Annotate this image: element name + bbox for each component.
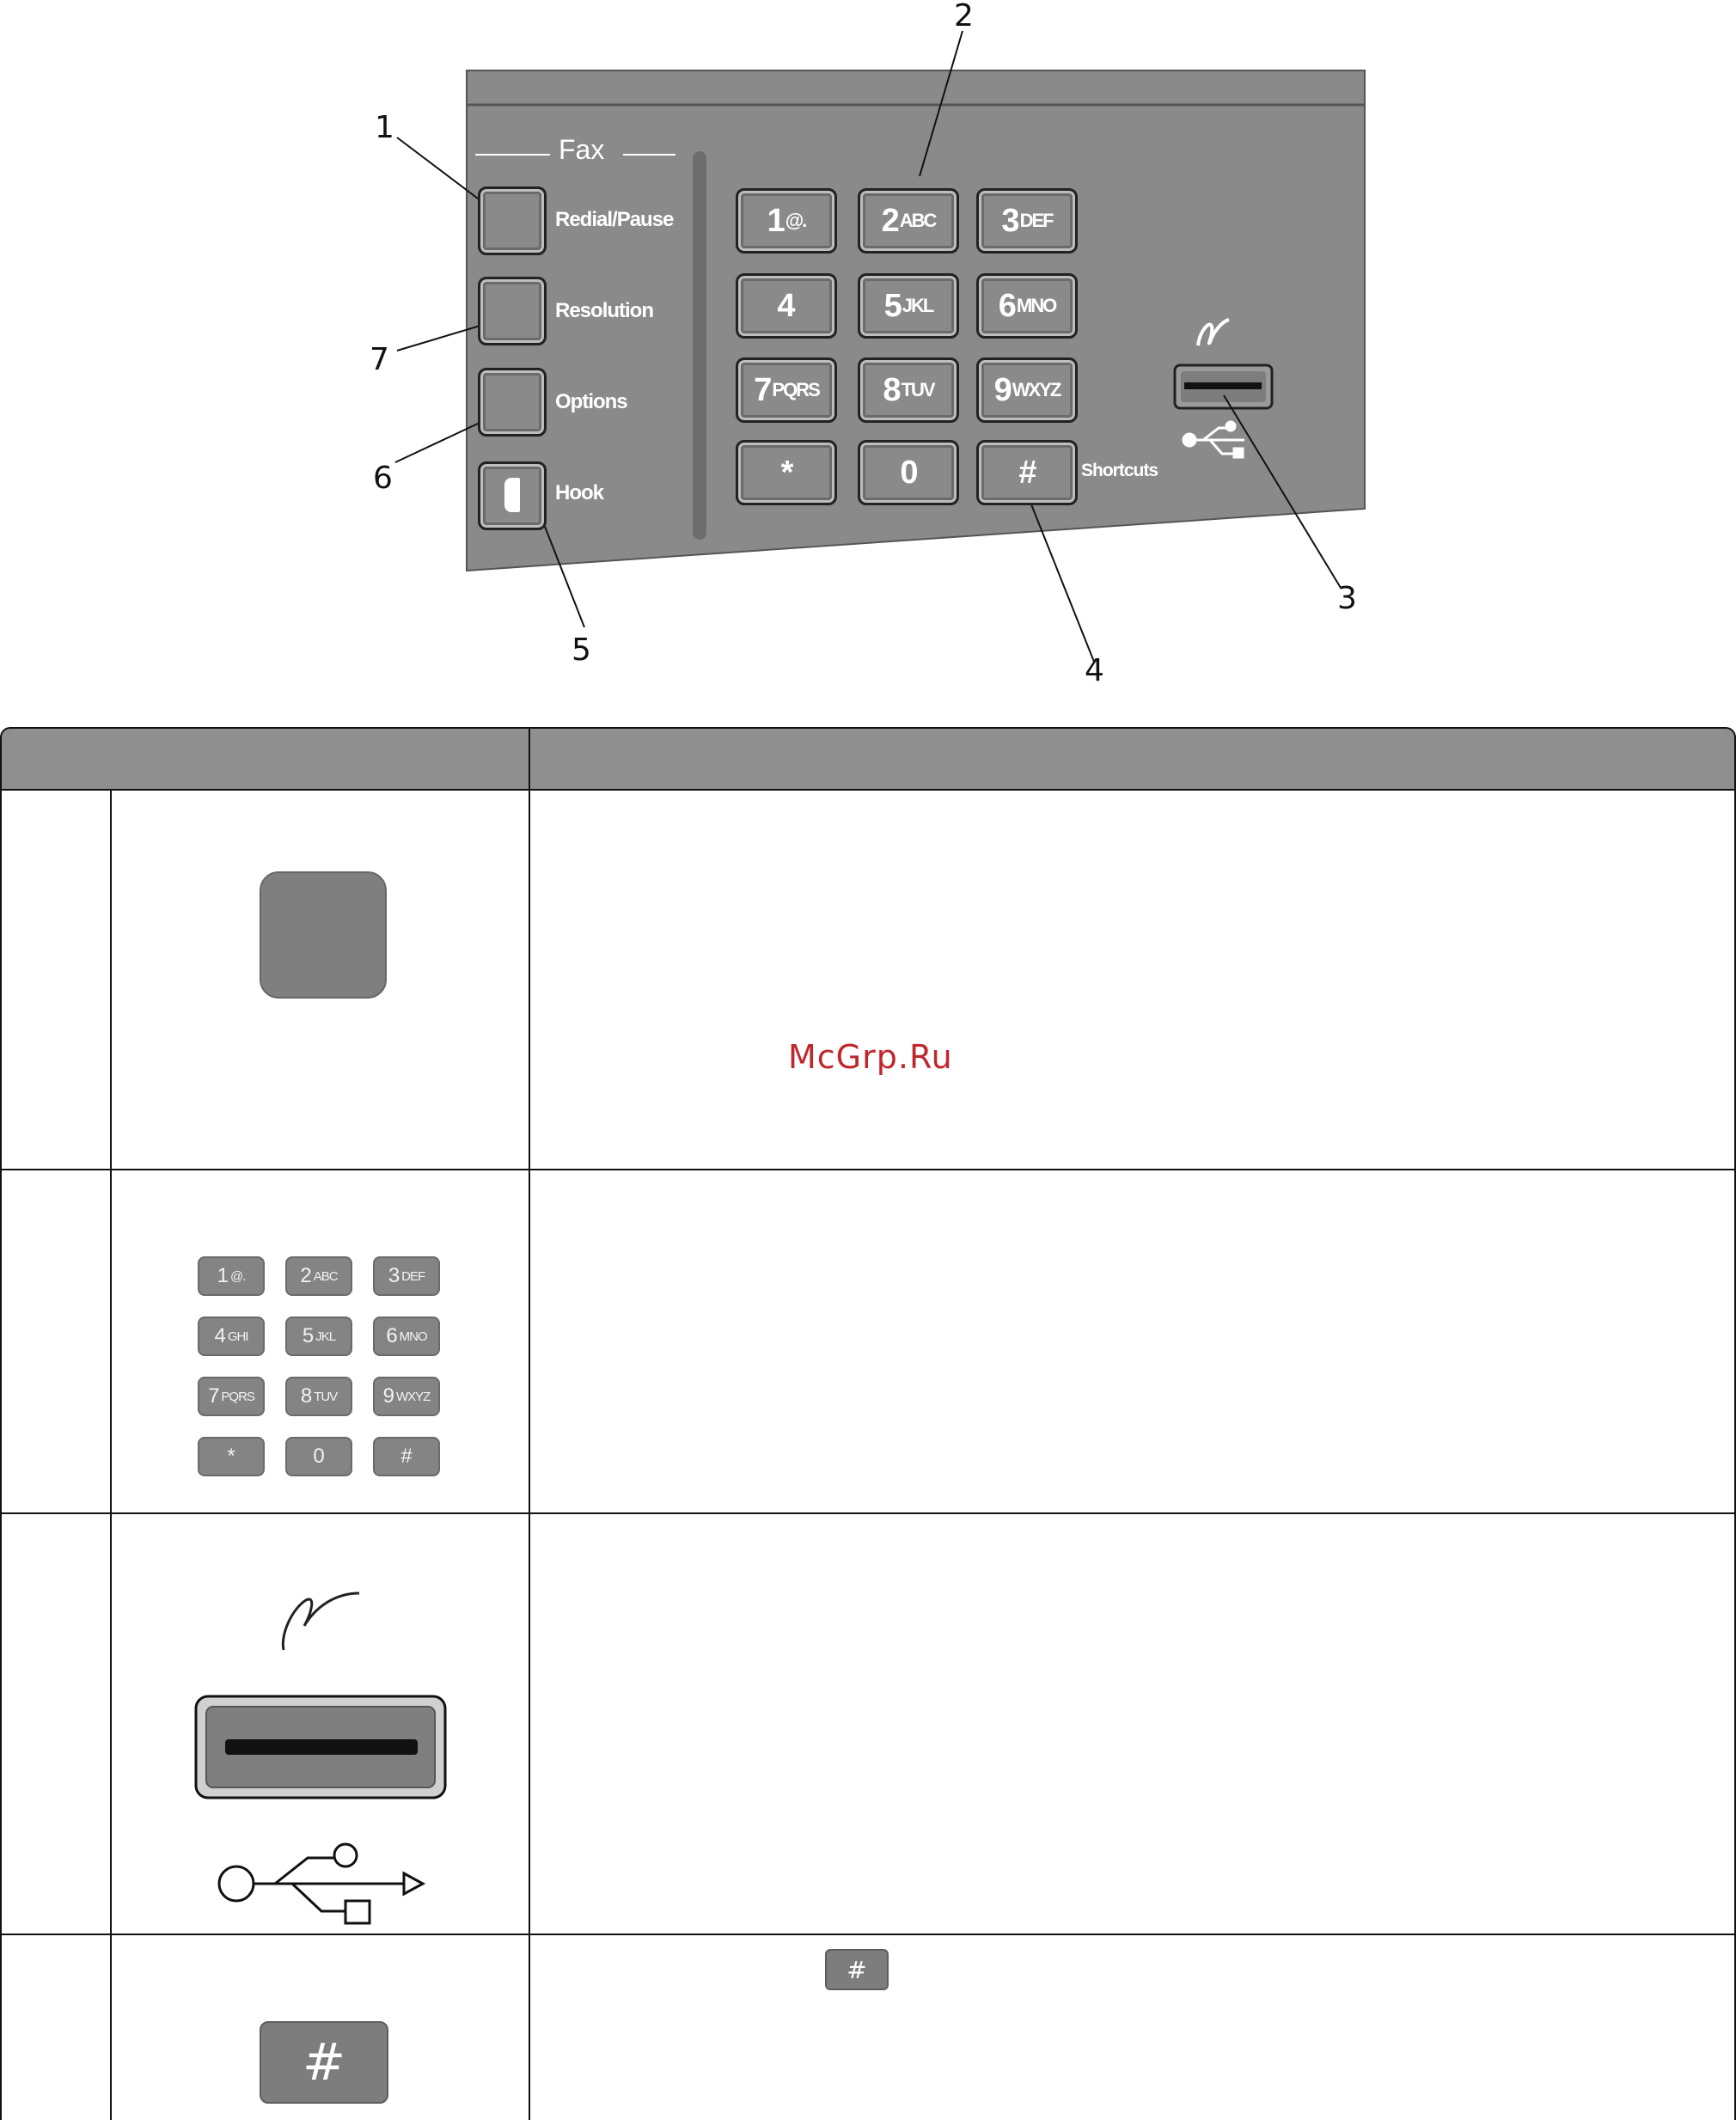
inline-hash-key-image xyxy=(825,1949,889,1990)
usb-port-illustration xyxy=(112,1514,532,1937)
key-6[interactable]: 6 MNO xyxy=(976,273,1078,339)
row2-image-cell xyxy=(110,1169,530,1514)
mini-key: 2 ABC xyxy=(285,1256,352,1296)
mini-key: 7 PQRS xyxy=(198,1377,265,1416)
key-0[interactable]: 0 xyxy=(858,440,959,505)
mini-key: 0 xyxy=(285,1437,352,1476)
key-5[interactable]: 5 JKL xyxy=(858,273,959,339)
row3-description-cell xyxy=(529,1512,1736,1935)
options-button[interactable] xyxy=(478,368,547,437)
hook-label: Hook xyxy=(555,481,603,504)
mini-key: * xyxy=(198,1437,265,1476)
flash-drive-icon xyxy=(283,1593,359,1650)
control-panel-illustration xyxy=(0,0,1736,687)
row3-number-cell xyxy=(0,1512,112,1935)
row2-number-cell xyxy=(0,1169,112,1514)
row3-image-cell xyxy=(110,1512,530,1935)
row1-description-cell xyxy=(529,789,1736,1170)
hook-button[interactable] xyxy=(478,461,547,530)
control-panel-table xyxy=(0,727,1736,2120)
row1-image-cell xyxy=(110,789,530,1170)
row4-number-cell xyxy=(0,1934,112,2120)
key-3[interactable]: 3 DEF xyxy=(976,188,1078,254)
mini-key: 8 TUV xyxy=(285,1377,352,1416)
callout-5: 5 xyxy=(572,632,591,668)
redial-pause-label: Redial/Pause xyxy=(555,208,674,231)
key-hash[interactable]: # xyxy=(976,440,1078,505)
row4-image-cell xyxy=(110,1934,530,2120)
key-2[interactable]: 2 ABC xyxy=(858,188,959,254)
key-4[interactable]: 4 xyxy=(736,273,837,339)
mini-key: 6 MNO xyxy=(373,1317,440,1356)
mini-key: 5 JKL xyxy=(285,1317,352,1356)
phone-handset-icon xyxy=(504,478,520,512)
row4-description-cell xyxy=(529,1934,1736,2120)
redial-pause-button[interactable] xyxy=(478,186,547,255)
key-1[interactable]: 1 @. xyxy=(736,188,837,254)
hash-key-image xyxy=(260,2021,388,2104)
mini-key: 3 DEF xyxy=(373,1256,440,1296)
mini-key: 1 @. xyxy=(198,1256,265,1296)
callout-2: 2 xyxy=(954,0,974,34)
mini-key: 9 WXYZ xyxy=(373,1377,440,1416)
callout-6: 6 xyxy=(373,461,393,496)
key-star[interactable]: * xyxy=(736,440,837,505)
key-7[interactable]: 7 PQRS xyxy=(736,357,837,423)
options-label: Options xyxy=(555,390,627,413)
callout-1: 1 xyxy=(375,110,394,145)
key-9[interactable]: 9 WXYZ xyxy=(976,357,1078,423)
inline-hash-symbol: # xyxy=(847,1955,867,1984)
resolution-label: Resolution xyxy=(555,299,653,322)
generic-button-image xyxy=(260,871,387,999)
shortcuts-label: Shortcuts xyxy=(1081,461,1158,480)
table-header-left xyxy=(0,727,530,791)
control-panel-figure xyxy=(0,0,1736,687)
mini-key: # xyxy=(373,1437,440,1476)
row2-description-cell xyxy=(529,1169,1736,1514)
key-8[interactable]: 8 TUV xyxy=(858,357,959,423)
mini-key: 4 GHI xyxy=(198,1317,265,1356)
resolution-button[interactable] xyxy=(478,277,547,345)
usb-icon xyxy=(219,1844,423,1923)
fax-label: Fax xyxy=(559,134,605,165)
watermark: McGrp.Ru xyxy=(788,1038,953,1076)
table-header-right xyxy=(529,727,1736,791)
callout-7: 7 xyxy=(370,342,389,377)
callout-3: 3 xyxy=(1337,581,1357,616)
callout-4: 4 xyxy=(1085,653,1104,688)
row1-number-cell xyxy=(0,789,112,1170)
hash-symbol: # xyxy=(302,2032,346,2093)
